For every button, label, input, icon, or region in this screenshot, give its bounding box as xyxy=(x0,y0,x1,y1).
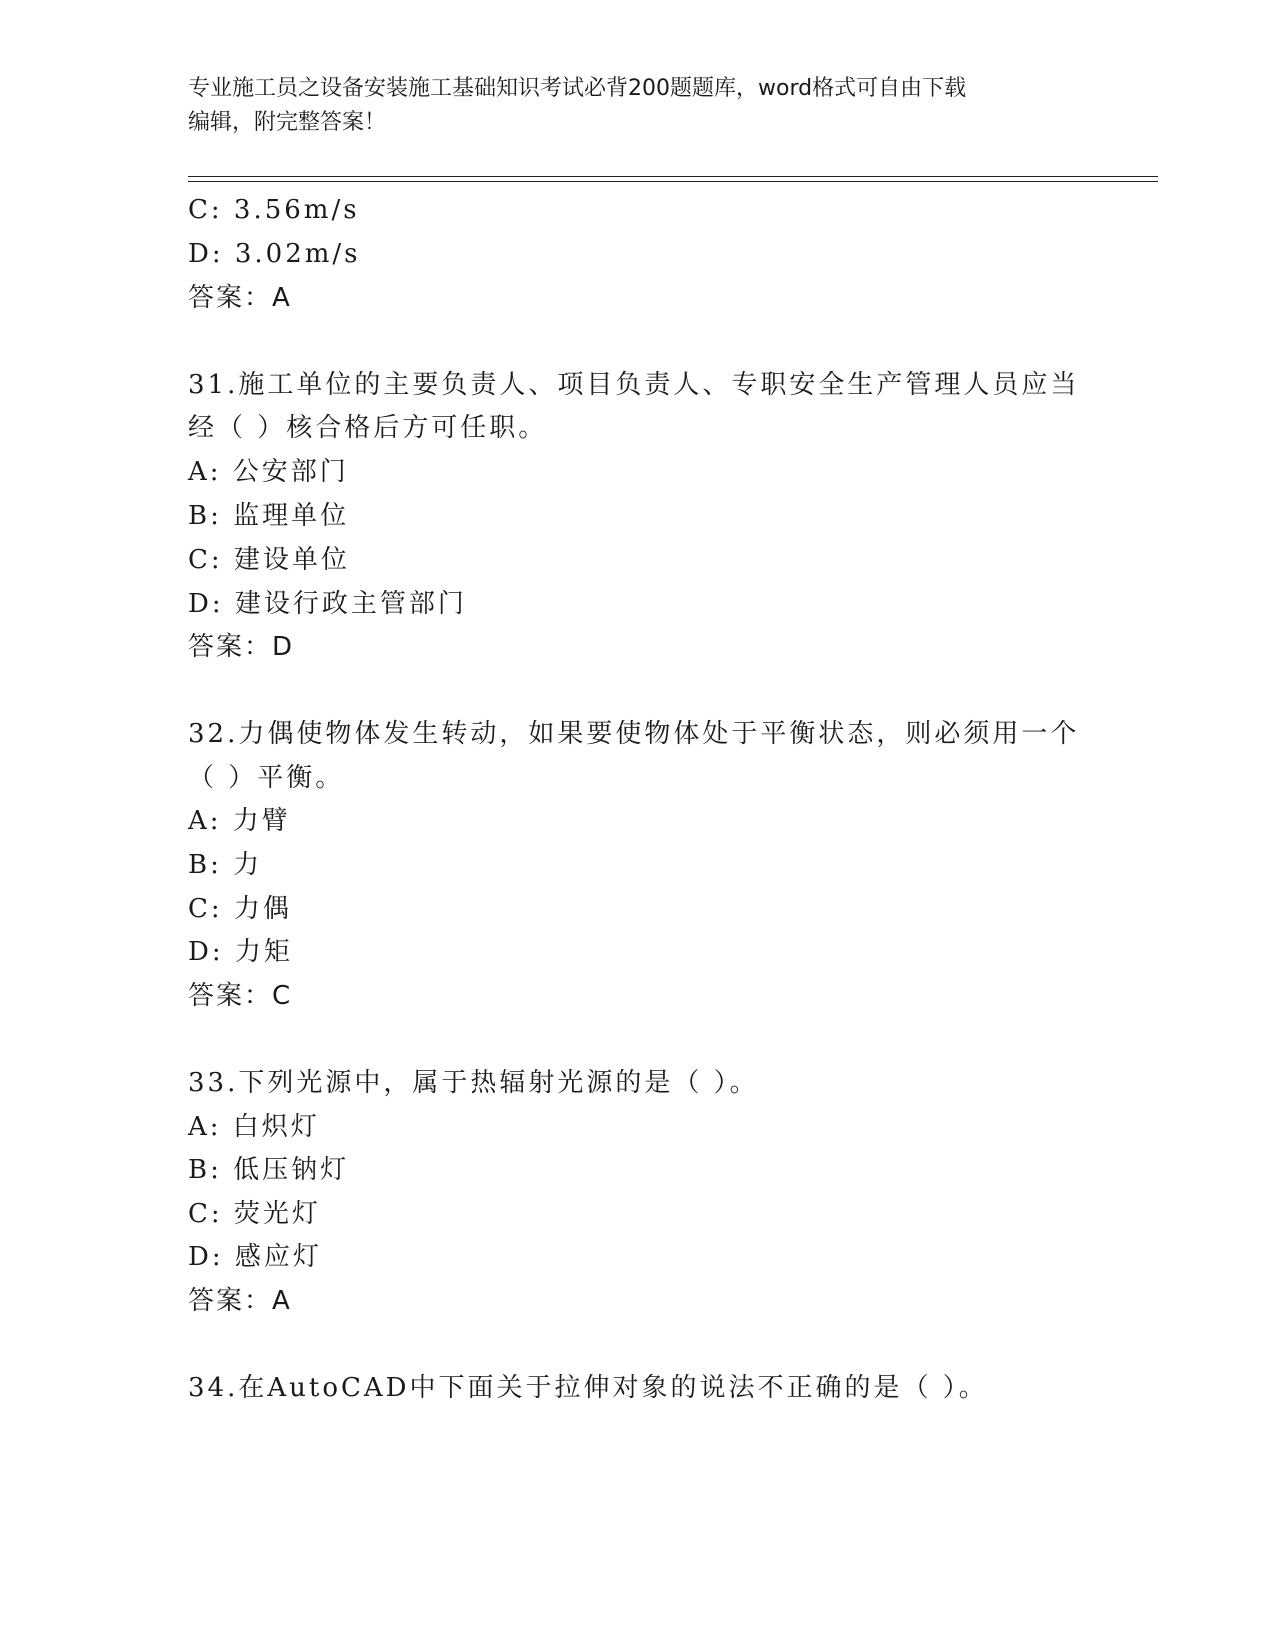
question-31-stem: 31.施工单位的主要负责人、项目负责人、专职安全生产管理人员应当 xyxy=(188,370,1080,400)
question-33-option-c: C: 荧光灯 xyxy=(188,1199,321,1229)
header-title-line-2: 编辑，附完整答案！ xyxy=(188,110,387,135)
question-33-option-a: A: 白炽灯 xyxy=(188,1112,320,1142)
question-31-stem-cont: 经（ ）核合格后方可任职。 xyxy=(188,413,548,443)
question-32-stem-cont: （ ）平衡。 xyxy=(188,763,345,793)
question-32-option-a: A: 力臂 xyxy=(188,806,291,836)
header-divider-top xyxy=(188,176,1158,177)
option-c-line: C: 3.56m/s xyxy=(188,195,360,225)
header-divider-bottom xyxy=(188,181,1158,182)
question-31-option-a: A: 公安部门 xyxy=(188,457,349,487)
question-31-option-d: D: 建设行政主管部门 xyxy=(188,589,467,619)
question-33-stem: 33.下列光源中，属于热辐射光源的是（ ）。 xyxy=(188,1068,759,1098)
header-title-line-1: 专业施工员之设备安装施工基础知识考试必背200题题库，word格式可自由下载 xyxy=(188,76,967,101)
answer-line: 答案：A xyxy=(188,283,292,313)
option-d-line: D: 3.02m/s xyxy=(188,239,361,269)
question-32-answer: 答案：C xyxy=(188,981,293,1011)
question-32-option-b: B: 力 xyxy=(188,850,263,880)
question-31-option-b: B: 监理单位 xyxy=(188,501,350,531)
question-32-stem: 32.力偶使物体发生转动，如果要使物体处于平衡状态，则必须用一个 xyxy=(188,719,1080,749)
question-32-option-d: D: 力矩 xyxy=(188,937,293,967)
question-33-answer: 答案：A xyxy=(188,1286,292,1316)
question-31-answer: 答案：D xyxy=(188,632,295,662)
question-33-option-b: B: 低压钠灯 xyxy=(188,1155,350,1185)
question-33-option-d: D: 感应灯 xyxy=(188,1242,322,1272)
question-31-option-c: C: 建设单位 xyxy=(188,545,350,575)
question-34-stem: 34.在AutoCAD中下面关于拉伸对象的说法不正确的是（ ）。 xyxy=(188,1373,988,1403)
question-32-option-c: C: 力偶 xyxy=(188,894,292,924)
